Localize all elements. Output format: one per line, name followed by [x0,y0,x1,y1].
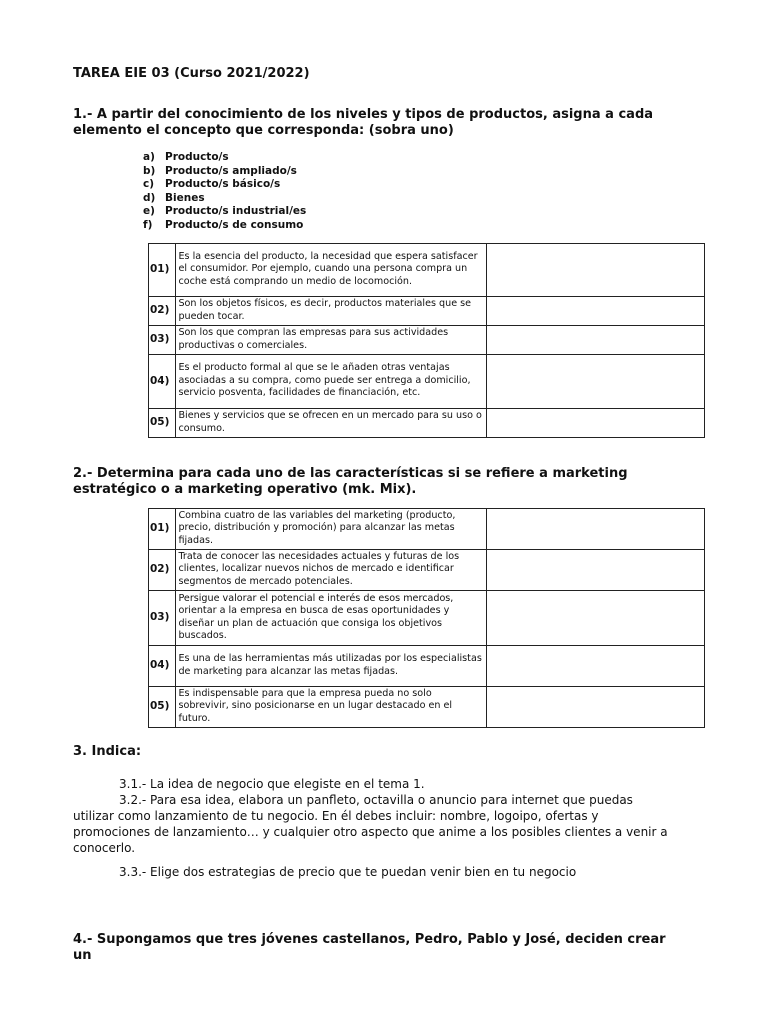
question-3-heading: 3. Indica: [73,743,142,759]
answer-cell[interactable] [487,296,705,325]
option-item: f) Producto/s de consumo [143,218,304,231]
row-description: Son los objetos físicos, es decir, productos materiales que se pueden tocar. [176,296,487,325]
table-row [149,549,705,590]
question-1-heading: 1.- A partir del conocimiento de los niveles y tipos de productos, asigna a cada elemento el concepto que corresponda: (sobra uno) [73,107,654,138]
item-3-2-first-line: 3.2.- Para esa idea, elabora un panfleto, octavilla o anuncio para internet que puedas [119,792,633,807]
row-number: 05) [149,408,176,437]
row-description: Bienes y servicios que se ofrecen en un mercado para su uso o consumo. [176,408,487,437]
answer-cell[interactable] [487,549,705,590]
row-number: 02) [149,296,176,325]
row-description: Persigue valorar el potencial e interés de esos mercados, orientar a la empresa en busca de esas oportunidades y diseñar un plan de actuación que consiga los objetivos buscados. [176,590,487,645]
table-row [149,296,705,325]
row-description: Trata de conocer las necesidades actuales y futuras de los clientes, localizar nuevos nichos de mercado e identificar segmentos de mercado potenciales. [176,549,487,590]
answer-cell[interactable] [487,508,705,549]
answer-cell[interactable] [487,590,705,645]
question-2-table [148,508,705,728]
answer-cell[interactable] [487,645,705,686]
table-row [149,243,705,296]
row-number: 03) [149,325,176,354]
item-3-2-rest: utilizar como lanzamiento de tu negocio. En él debes incluir: nombre, logoipo, ofertas y promociones de lanzamiento… y cualquier otro aspecto que anime a los posibles clientes a venir a conocerlo. [73,808,668,855]
row-description: Es una de las herramientas más utilizadas por los especialistas de marketing para alcanzar las metas fijadas. [176,645,487,686]
table-row [149,325,705,354]
row-number: 04) [149,645,176,686]
row-number: 01) [149,508,176,549]
question-2-heading: 2.- Determina para cada uno de las características si se refiere a marketing estratégico o a marketing operativo (mk. Mix). [73,465,628,497]
question-4-heading: 4.- Supongamos que tres jóvenes castellanos, Pedro, Pablo y José, deciden crear un [73,931,666,963]
option-item: b) Producto/s ampliado/s [143,164,297,177]
row-description: Es el producto formal al que se le añaden otras ventajas asociadas a su compra, como puede ser entrega a domicilio, servicio posventa, facilidades de financiación, etc. [176,354,487,408]
item-3-1: 3.1.- La idea de negocio que elegiste en el tema 1. [119,776,425,791]
row-description: Es indispensable para que la empresa pueda no solo sobrevivir, sino posicionarse en un lugar destacado en el futuro. [176,686,487,727]
question-1-table [148,243,705,438]
row-description: Es la esencia del producto, la necesidad que espera satisfacer el consumidor. Por ejemplo, cuando una persona compra un coche está comprando un medio de locomoción. [176,243,487,296]
row-number: 01) [149,243,176,296]
table-row [149,408,705,437]
table-row [149,686,705,727]
answer-cell[interactable] [487,325,705,354]
answer-cell[interactable] [487,408,705,437]
row-number: 03) [149,590,176,645]
document-page [73,66,673,964]
answer-cell[interactable] [487,354,705,408]
answer-cell[interactable] [487,243,705,296]
question-1-options [143,151,673,233]
row-number: 04) [149,354,176,408]
option-item: c) Producto/s básico/s [143,178,281,191]
option-item: a) Producto/s [143,151,229,163]
answer-cell[interactable] [487,686,705,727]
question-3-body [73,776,673,880]
table-row [149,590,705,645]
table-row [149,508,705,549]
row-description: Son los que compran las empresas para sus actividades productivas o comerciales. [176,325,487,354]
row-description: Combina cuatro de las variables del marketing (producto, precio, distribución y promoción) para alcanzar las metas fijadas. [176,508,487,549]
row-number: 05) [149,686,176,727]
option-item: d) Bienes [143,191,205,204]
document-title: TAREA EIE 03 (Curso 2021/2022) [73,66,310,81]
table-row [149,645,705,686]
item-3-3: 3.3.- Elige dos estrategias de precio que te puedan venir bien en tu negocio [119,864,577,879]
table-row [149,354,705,408]
row-number: 02) [149,549,176,590]
option-item: e) Producto/s industrial/es [143,205,307,218]
